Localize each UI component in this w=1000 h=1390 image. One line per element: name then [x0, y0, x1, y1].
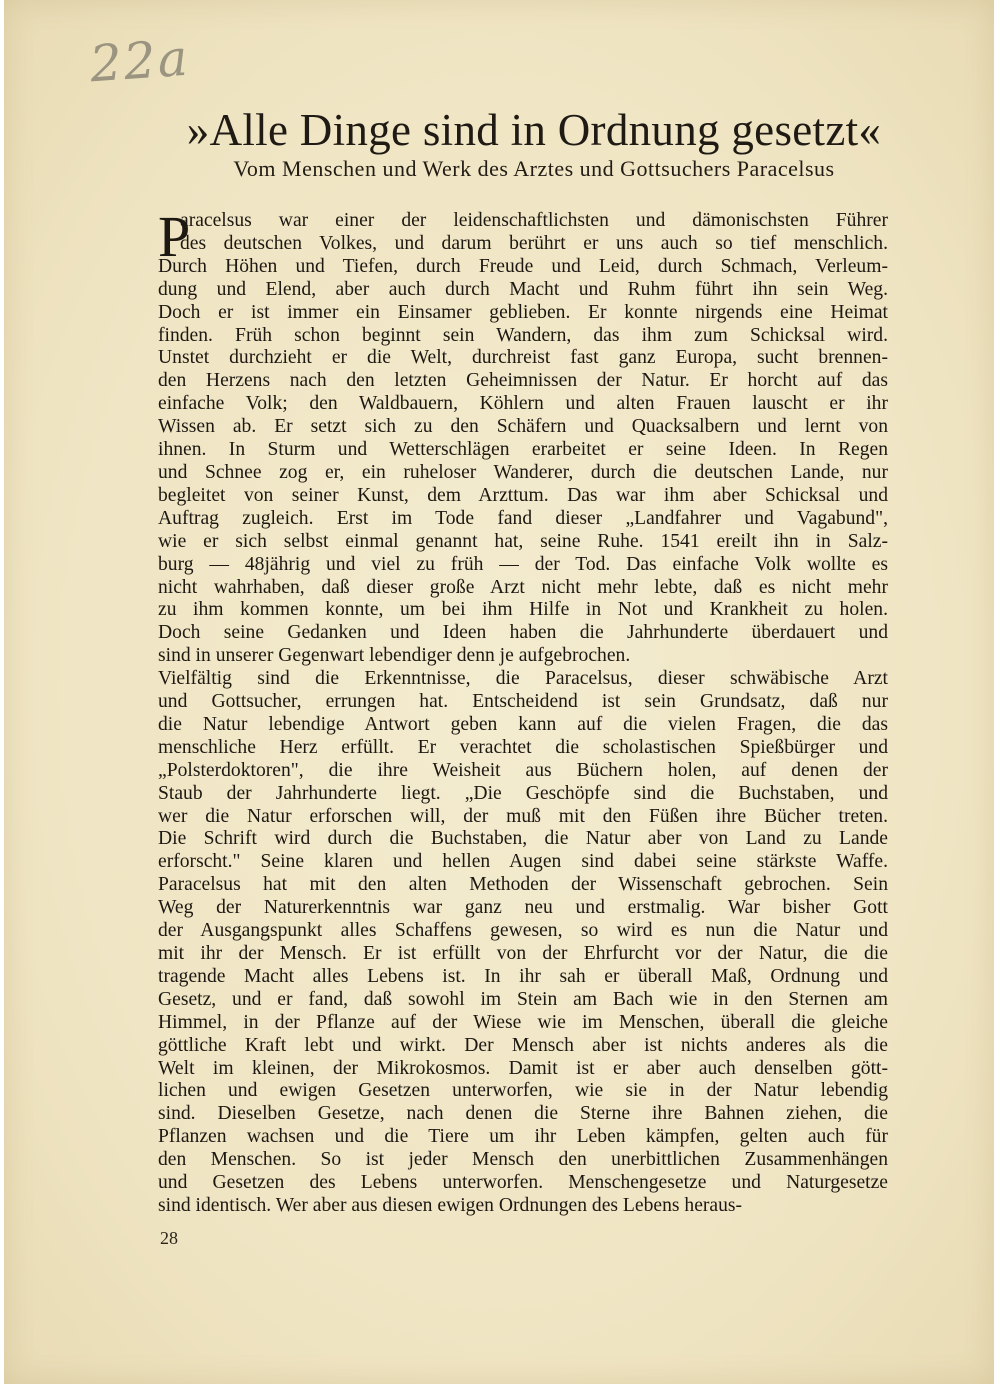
text-line: Wissen ab. Er setzt sich zu den Schäfern und Quacksalbern und lernt von	[158, 416, 888, 438]
text-line: nicht wahrhaben, daß dieser große Arzt nicht mehr lebte, daß es nicht mehr	[158, 576, 888, 598]
text-line: den Herzens nach den letzten Geheimnissen der Natur. Er horcht auf das	[158, 370, 888, 392]
article-body	[158, 204, 888, 1218]
text-line: Die Schrift wird durch die Buchstaben, die Natur aber von Land zu Lande	[158, 828, 888, 850]
handwritten-mark: 22a	[88, 28, 192, 94]
text-line: Auftrag zugleich. Erst im Tode fand dieser „Landfahrer und Vagabund",	[158, 507, 888, 529]
text-line: zu ihm kommen konnte, um bei ihm Hilfe in Not und Krankheit zu holen.	[158, 599, 888, 621]
text-line: göttliche Kraft lebt und wirkt. Der Mensch aber ist nichts anderes als die	[158, 1034, 888, 1056]
text-line: sind in unserer Gegenwart lebendiger denn je aufgebrochen.	[158, 645, 631, 667]
text-line: Vielfältig sind die Erkenntnisse, die Paracelsus, dieser schwäbische Arzt	[158, 668, 888, 690]
text-line: die Natur lebendige Antwort geben kann auf die vielen Fragen, die das	[158, 713, 888, 735]
text-line: der Ausgangspunkt alles Schaffens gewesen, so wird es nun die Natur und	[158, 920, 888, 942]
text-line: den Menschen. So ist jeder Mensch den unerbittlichen Zusammenhängen	[158, 1149, 888, 1171]
text-line: Doch er ist immer ein Einsamer geblieben. Er konnte nirgends eine Heimat	[158, 301, 888, 323]
text-line: sind identisch. Wer aber aus diesen ewigen Ordnungen des Lebens heraus-	[158, 1194, 743, 1216]
page-number: 28	[160, 1228, 178, 1248]
text-line: dung und Elend, aber auch durch Macht und Ruhm führt ihn sein Weg.	[158, 278, 888, 300]
text-line: Durch Höhen und Tiefen, durch Freude und Leid, durch Schmach, Verleum-	[158, 255, 888, 277]
text-line: finden. Früh schon beginnt sein Wandern, das ihm zum Schicksal wird.	[158, 324, 888, 346]
text-line: begleitet von seiner Kunst, dem Arzttum. Das war ihm aber Schicksal und	[158, 484, 888, 506]
text-line: Pflanzen wachsen und die Tiere um ihr Leben kämpfen, gelten auch für	[158, 1126, 888, 1148]
text-line: lichen und ewigen Gesetzen unterworfen, wie sie in der Natur lebendig	[158, 1080, 888, 1102]
text-line: aracelsus war einer der leidenschaftlichsten und dämonischsten Führer	[180, 210, 888, 231]
text-line: Weg der Naturerkenntnis war ganz neu und erstmalig. War bisher Gott	[158, 897, 888, 919]
drop-cap: P	[158, 204, 191, 269]
text-line: und Schnee zog er, ein ruheloser Wanderer, durch die deutschen Lande, nur	[158, 461, 888, 483]
text-line: „Polsterdoktoren", die ihre Weisheit aus Büchern holen, auf denen der	[158, 759, 888, 781]
text-line: Paracelsus hat mit den alten Methoden der Wissenschaft gebrochen. Sein	[158, 874, 888, 896]
text-line: und Gottsucher, errungen hat. Entscheidend ist sein Grundsatz, daß nur	[158, 691, 888, 713]
article-title: »Alle Dinge sind in Ordnung gesetzt«	[186, 105, 882, 155]
text-line: Welt im kleinen, der Mikrokosmos. Damit ist er aber auch denselben gött-	[158, 1057, 888, 1079]
text-line: des deutschen Volkes, und darum berührt er uns auch so tief menschlich.	[180, 232, 888, 254]
text-line: wie er sich selbst einmal genannt hat, seine Ruhe. 1541 ereilt ihn in Salz-	[158, 530, 888, 552]
text-line: einfache Volk; den Waldbauern, Köhlern und alten Frauen lauscht er ihr	[158, 393, 888, 415]
article-subtitle: Vom Menschen und Werk des Arztes und Gottsuchers Paracelsus	[233, 156, 835, 181]
text-line: burg — 48jährig und viel zu früh — der Tod. Das einfache Volk wollte es	[158, 553, 888, 575]
text-line: wer die Natur erforschen will, der muß mit den Füßen ihre Bücher treten.	[158, 805, 888, 827]
text-line: Gesetz, und er fand, daß sowohl im Stein am Bach wie in den Sternen am	[158, 988, 888, 1010]
text-line: sind. Dieselben Gesetze, nach denen die Sterne ihre Bahnen ziehen, die	[158, 1103, 888, 1125]
text-line: Staub der Jahrhunderte liegt. „Die Geschöpfe sind die Buchstaben, und	[158, 782, 888, 804]
text-line: menschliche Herz erfüllt. Er verachtet die scholastischen Spießbürger und	[158, 736, 888, 758]
text-line: Himmel, in der Pflanze auf der Wiese wie im Menschen, überall die gleiche	[158, 1011, 888, 1033]
text-line: erforscht." Seine klaren und hellen Augen sind dabei seine stärkste Waffe.	[158, 851, 888, 873]
text-line: Unstet durchzieht er die Welt, durchreist fast ganz Europa, sucht brennen-	[158, 347, 888, 369]
text-line: und Gesetzen des Lebens unterworfen. Menschengesetze und Naturgesetze	[158, 1172, 888, 1194]
text-line: Doch seine Gedanken und Ideen haben die Jahrhunderte überdauert und	[158, 622, 888, 644]
text-line: mit ihr der Mensch. Er ist erfüllt von der Ehrfurcht vor der Natur, die die	[158, 943, 888, 964]
text-line: ihnen. In Sturm und Wetterschlägen erarbeitet er seine Ideen. In Regen	[158, 439, 888, 461]
text-line: tragende Macht alles Lebens ist. In ihr sah er überall Maß, Ordnung und	[158, 965, 888, 987]
